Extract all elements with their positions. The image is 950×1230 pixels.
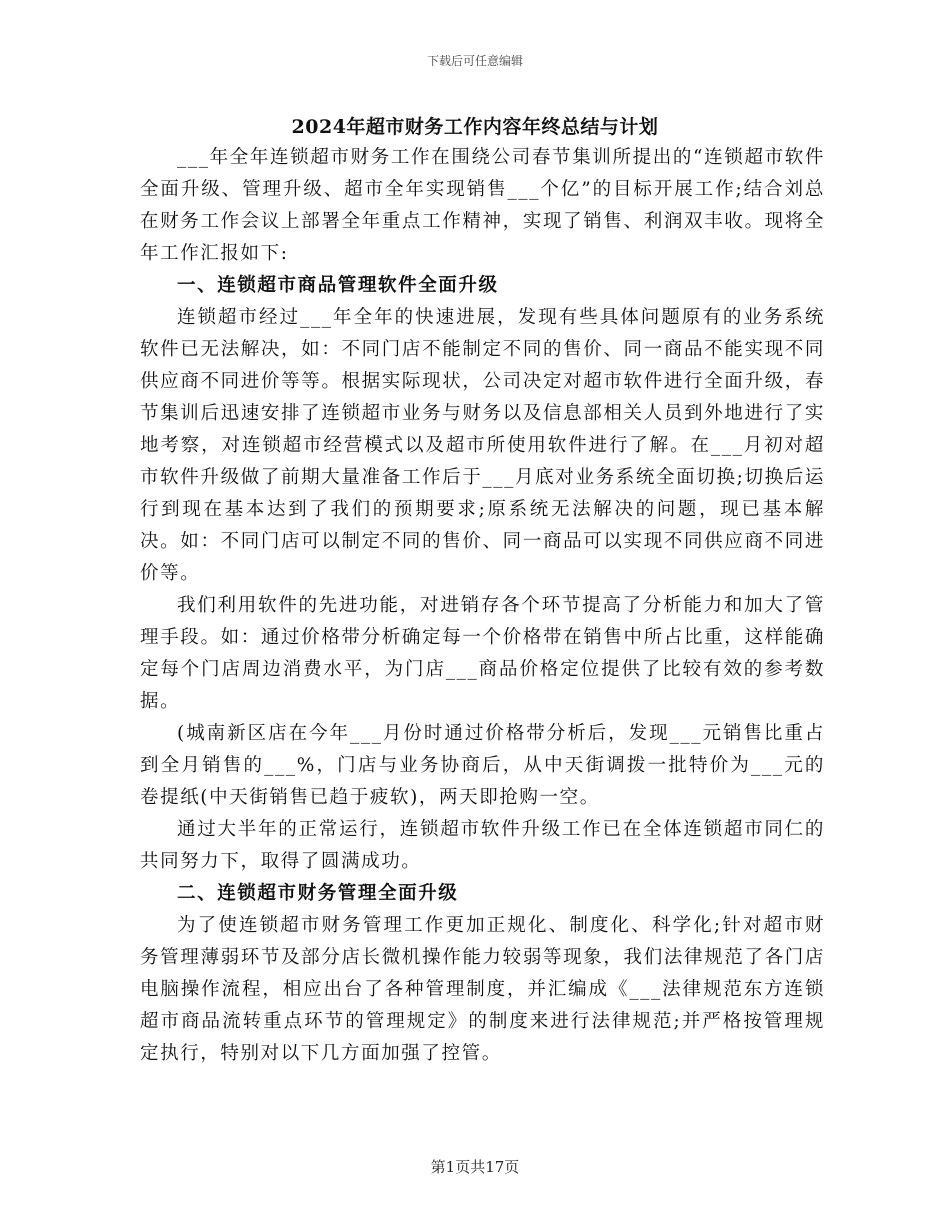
- page-number: 第1页共17页: [430, 1158, 520, 1176]
- document-title: 2024年超市财务工作内容年终总结与计划: [291, 116, 659, 138]
- intro-paragraph: ___年全年连锁超市财务工作在围绕公司春节集训所提出的“连锁超市软件全面升级、管理升级、超市全年实现销售___个亿”的目标开展工作;结合刘总在财务工作会议上部署全年重点工作精神，实现了销售、利润双丰收。现将全年工作汇报如下:: [140, 147, 825, 264]
- section-2-paragraph-1: 为了使连锁超市财务管理工作更加正规化、制度化、科学化;针对超市财务管理薄弱环节及部分店长微机操作能力较弱等现象，我们法律规范了各门店电脑操作流程，相应出台了各种管理制度，并汇编成《___法律规范东方连锁超市商品流转重点环节的管理规定》的制度来进行法律规范;并严格按管理规定执行，特别对以下几方面加强了控管。: [140, 915, 825, 1064]
- section-1-paragraph-2: 我们利用软件的先进功能，对进销存各个环节提高了分析能力和加大了管理手段。如：通过价格带分析确定每一个价格带在销售中所占比重，这样能确定每个门店周边消费水平，为门店___商品价格定位提供了比较有效的参考数据。: [140, 595, 825, 712]
- section-1-heading: 一、连锁超市商品管理软件全面升级: [177, 275, 499, 296]
- page-header-note: 下载后可任意编辑: [426, 54, 523, 68]
- document-body: [140, 142, 825, 1070]
- section-1-paragraph-4: 通过大半年的正常运行，连锁超市软件升级工作已在全体连锁超市同仁的共同努力下，取得了圆满成功。: [140, 819, 825, 872]
- section-1-paragraph-3: (城南新区店在今年___月份时通过价格带分析后，发现___元销售比重占到全月销售的___%，门店与业务协商后，从中天街调拨一批特价为___元的卷提纸(中天街销售已趋于疲软)，两天即抢购一空。: [140, 723, 825, 808]
- section-2-heading: 二、连锁超市财务管理全面升级: [177, 883, 459, 904]
- section-1-paragraph-1: 连锁超市经过___年全年的快速进展，发现有些具体问题原有的业务系统软件已无法解决，如：不同门店不能制定不同的售价、同一商品不能实现不同供应商不同进价等等。根据实际现状，公司决定对超市软件进行全面升级，春节集训后迅速安排了连锁超市业务与财务以及信息部相关人员到外地进行了实地考察，对连锁超市经营模式以及超市所使用软件进行了解。在___月初对超市软件升级做了前期大量准备工作后于___月底对业务系统全面切换;切换后运行到现在基本达到了我们的预期要求;原系统无法解决的问题，现已基本解决。如：不同门店可以制定不同的售价、同一商品可以实现不同供应商不同进价等。: [140, 307, 825, 584]
